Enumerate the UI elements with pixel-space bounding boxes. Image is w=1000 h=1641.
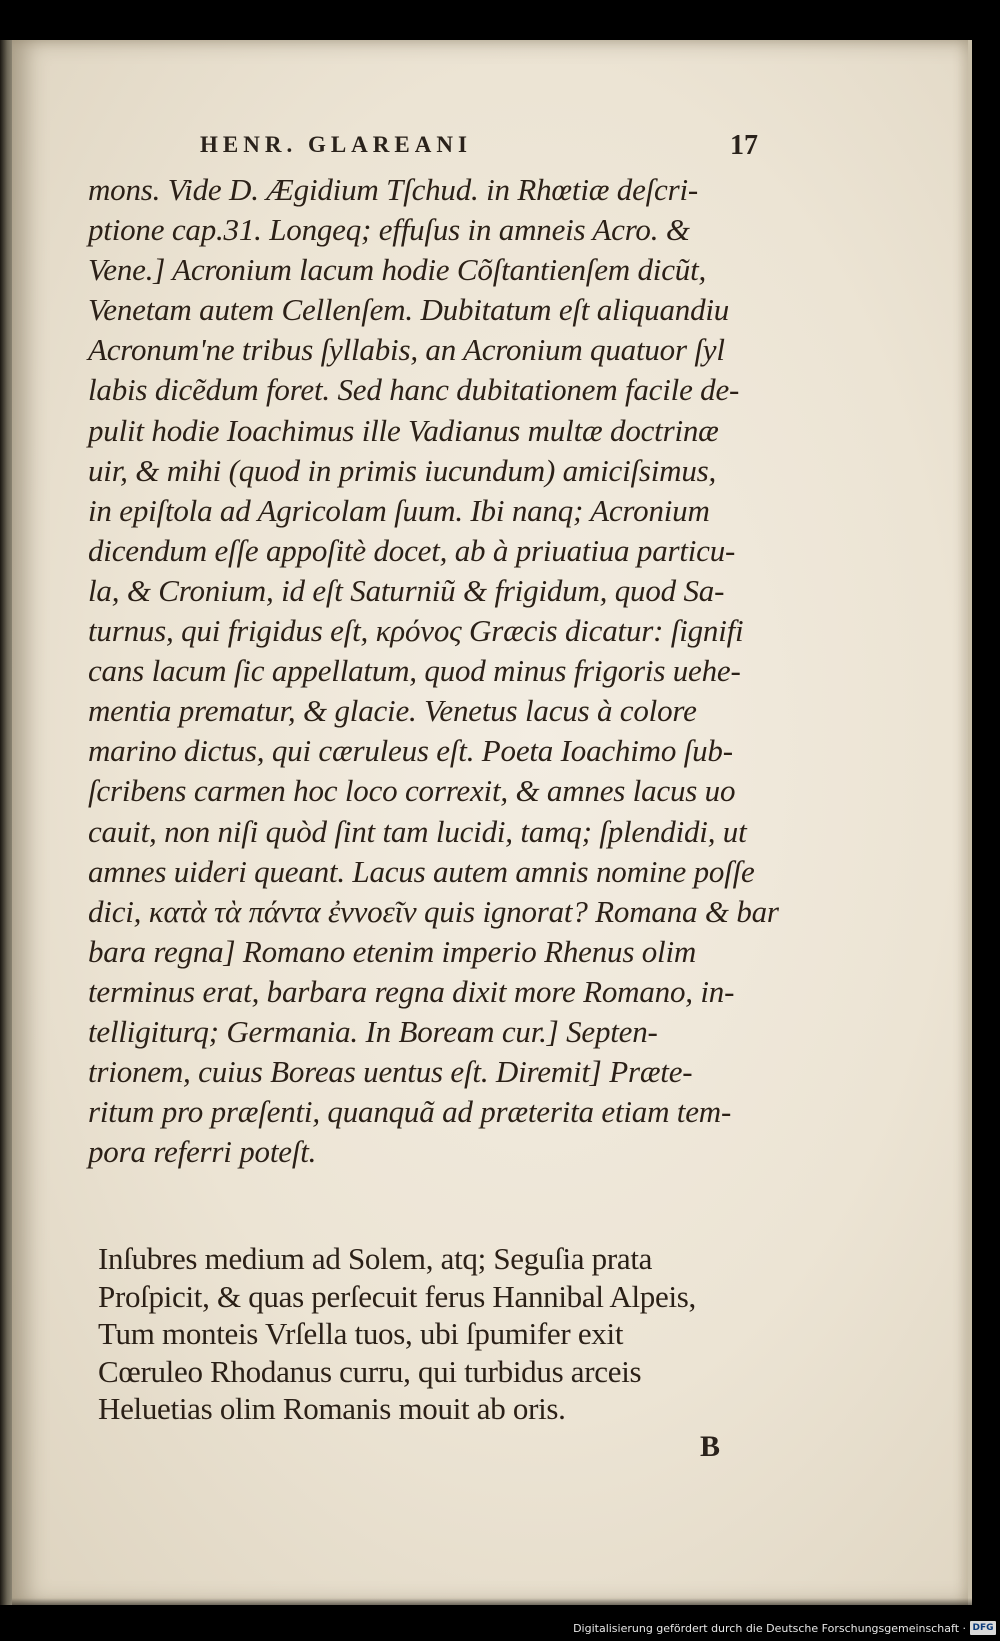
verse-line: Inſubres medium ad Solem, atq; Seguſia prata (98, 1241, 653, 1276)
verse-line: Tum monteis Vrſella tuos, ubi ſpumifer exit (98, 1316, 624, 1352)
commentary-line: ſcribens carmen hoc loco correxit, & amnes lacus uo (88, 773, 736, 809)
signature-mark: B (700, 1430, 721, 1463)
commentary-line: Acronum'ne tribus ſyllabis, an Acronium quatuor ſyl (88, 332, 725, 368)
commentary-line: telligiturq; Germania. In Boream cur.] Septen- (88, 1013, 658, 1049)
commentary-line: ritum pro præſenti, quanquã ad præterita etiam tem- (88, 1094, 732, 1130)
page-bottom-shadow (12, 1598, 972, 1608)
commentary-line: pulit hodie Ioachimus ille Vadianus multæ doctrinæ (88, 412, 719, 448)
commentary-line: cauit, non niſi quòd ſint tam lucidi, tamq; ſplendidi, ut (88, 813, 747, 849)
commentary-line: labis dicẽdum foret. Sed hanc dubitationem facile de- (88, 372, 740, 408)
commentary-line: Vene.] Acronium lacum hodie Cõſtantienſem dicũt, (88, 252, 707, 288)
commentary-line: trionem, cuius Boreas uentus eſt. Diremit] Præte- (88, 1054, 693, 1090)
commentary-line: in epiſtola ad Agricolam ſuum. Ibi nanq; Acronium (88, 492, 710, 528)
running-head: HENR. GLAREANI (200, 132, 472, 157)
dfg-logo: DFG (970, 1621, 996, 1635)
commentary-line: dici, κατὰ τὰ πάντα ἐννοεῖν quis ignorat? Romana & bar (88, 893, 779, 929)
commentary-line: terminus erat, barbara regna dixit more Romano, in- (88, 973, 735, 1009)
funding-credit: Digitalisierung gefördert durch die Deutsche Forschungsgemeinschaft · (573, 1622, 966, 1635)
commentary-line: pora referri poteſt. (88, 1134, 317, 1170)
commentary-text (88, 170, 828, 1172)
commentary-line: dicendum eſſe appoſitè docet, ab à priuatiua particu- (88, 532, 736, 568)
commentary-line: cans lacum ſic appellatum, quod minus frigoris uehe- (88, 653, 741, 689)
commentary-line: ptione cap.31. Longeq; effuſus in amneis Acro. & (88, 212, 690, 248)
verse-text (98, 1240, 838, 1428)
commentary-line: marino dictus, qui cæruleus eſt. Poeta Ioachimo ſub- (88, 733, 733, 769)
commentary-line: mons. Vide D. Ægidium Tſchud. in Rhœtiæ deſcri- (88, 172, 698, 207)
commentary-line: uir, & mihi (quod in primis iucundum) amiciſsimus, (88, 452, 717, 488)
verse-line: Proſpicit, & quas perſecuit ferus Hannibal Alpeis, (98, 1278, 696, 1314)
commentary-line: mentia prematur, & glacie. Venetus lacus à colore (88, 693, 697, 729)
commentary-line: Venetam autem Cellenſem. Dubitatum eſt aliquandiu (88, 292, 730, 328)
commentary-line: la, & Cronium, id eſt Saturniũ & frigidum, quod Sa- (88, 572, 725, 608)
commentary-line: bara regna] Romano etenim imperio Rhenus olim (88, 933, 697, 969)
verse-line: Heluetias olim Romanis mouit ab oris. (98, 1391, 566, 1427)
left-page-edge (0, 40, 12, 1605)
page-number: 17 (730, 130, 758, 161)
commentary-line: amnes uideri queant. Lacus autem amnis nomine poſſe (88, 853, 755, 889)
commentary-line: turnus, qui frigidus eſt, κρόνος Græcis dicatur: ſignifi (88, 613, 744, 649)
verse-line: Cœruleo Rhodanus curru, qui turbidus arceis (98, 1353, 642, 1389)
